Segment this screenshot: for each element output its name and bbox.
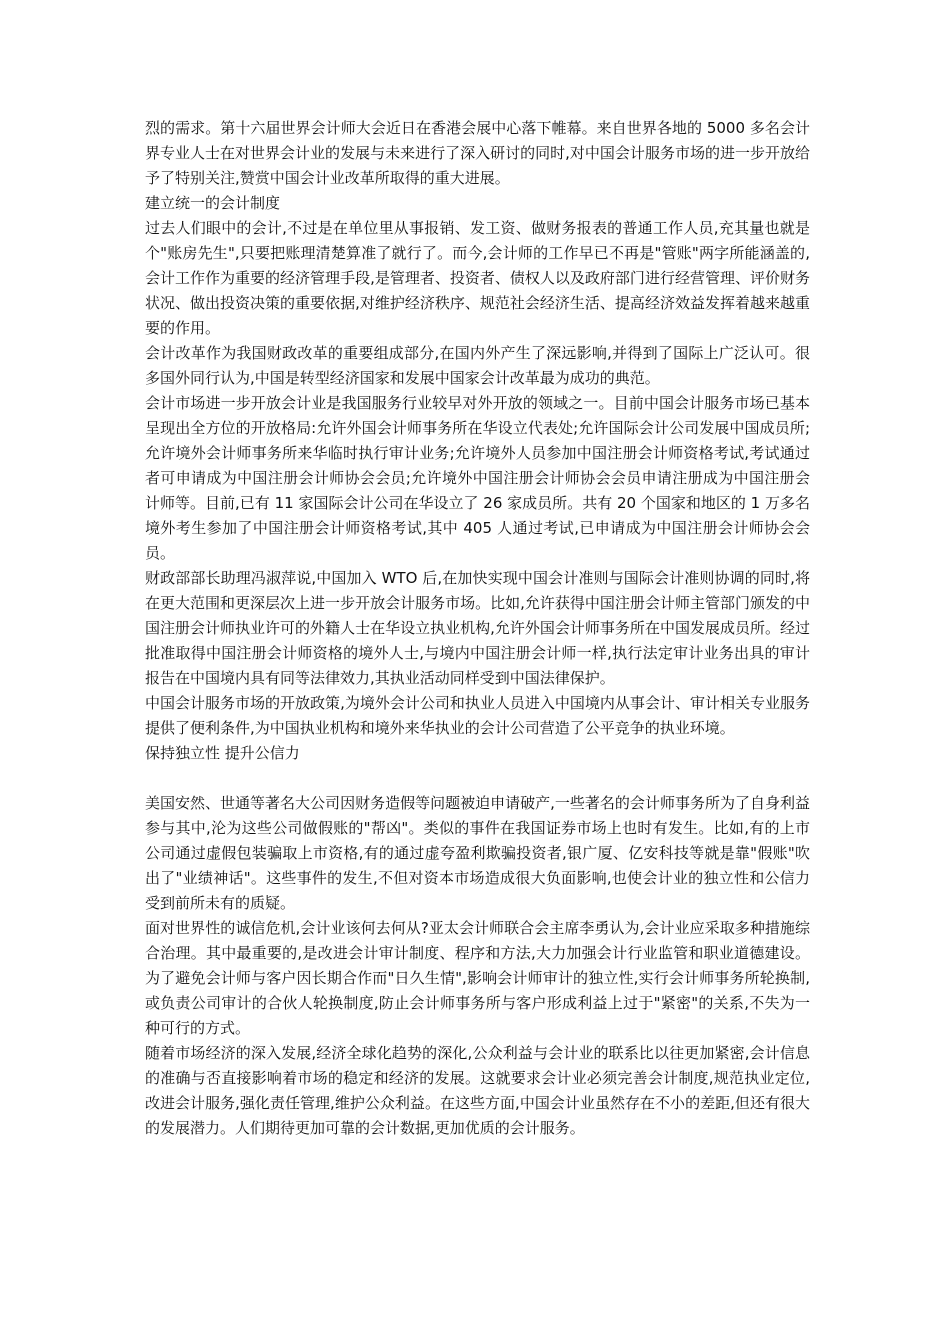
section-heading: 建立统一的会计制度 [145, 194, 281, 212]
section-heading: 保持独立性 提升公信力 [145, 744, 300, 762]
paragraph: 会计市场进一步开放会计业是我国服务行业较早对外开放的领域之一。目前中国会计服务市场已基本呈现出全方位的开放格局:允许外国会计师事务所在华设立代表处;允许国际会计公司发展中国成员所;允许境外会计师事务所来华临时执行审计业务;允许境外人员参加中国注册会计师资格考试,考试通过者可申请成为中国注册会计师协会会员;允许境外中国注册会计师协会会员申请注册成为中国注册会计师等。目前,已有 11 家国际会计公司在华设立了 26 家成员所。共有 20 个国家和地区的 1 万多名境外考生参加了中国注册会计师资格考试,其中 405 人通过考试,已申请成为中国注册会计师协会会员。 [145, 394, 810, 562]
paragraph: 财政部部长助理冯淑萍说,中国加入 WTO 后,在加快实现中国会计准则与国际会计准则协调的同时,将在更大范围和更深层次上进一步开放会计服务市场。比如,允许获得中国注册会计师主管部门颁发的中国注册会计师执业许可的外籍人士在华设立执业机构,允许外国会计师事务所在中国发展成员所。经过批准取得中国注册会计师资格的境外人士,与境内中国注册会计师一样,执行法定审计业务出具的审计报告在中国境内具有同等法律效力,其执业活动同样受到中国法律保护。 [145, 569, 810, 687]
paragraph: 中国会计服务市场的开放政策,为境外会计公司和执业人员进入中国境内从事会计、审计相关专业服务提供了便利条件,为中国执业机构和境外来华执业的会计公司营造了公平竞争的执业环境。 [145, 694, 810, 737]
paragraph: 烈的需求。第十六届世界会计师大会近日在香港会展中心落下帷幕。来自世界各地的 5000 多名会计界专业人士在对世界会计业的发展与未来进行了深入研讨的同时,对中国会计服务市场的进一步开放给予了特别关注,赞赏中国会计业改革所取得的重大进展。 [145, 119, 810, 187]
paragraph: 会计改革作为我国财政改革的重要组成部分,在国内外产生了深远影响,并得到了国际上广泛认可。很多国外同行认为,中国是转型经济国家和发展中国家会计改革最为成功的典范。 [145, 344, 810, 387]
blank-line [145, 766, 810, 791]
paragraph: 美国安然、世通等著名大公司因财务造假等问题被迫申请破产,一些著名的会计师事务所为了自身利益参与其中,沦为这些公司做假账的"帮凶"。类似的事件在我国证券市场上也时有发生。比如,有的上市公司通过虚假包装骗取上市资格,有的通过虚夸盈利欺骗投资者,银广厦、亿安科技等就是靠"假账"吹出了"业绩神话"。这些事件的发生,不但对资本市场造成很大负面影响,也使会计业的独立性和公信力受到前所未有的质疑。 [145, 794, 810, 912]
paragraph: 面对世界性的诚信危机,会计业该何去何从?亚太会计师联合会主席李勇认为,会计业应采取多种措施综合治理。其中最重要的,是改进会计审计制度、程序和方法,大力加强会计行业监管和职业道德建设。为了避免会计师与客户因长期合作而"日久生情",影响会计师审计的独立性,实行会计师事务所轮换制,或负责公司审计的合伙人轮换制度,防止会计师事务所与客户形成利益上过于"紧密"的关系,不失为一种可行的方式。 [145, 919, 810, 1037]
paragraph: 过去人们眼中的会计,不过是在单位里从事报销、发工资、做财务报表的普通工作人员,充其量也就是个"账房先生",只要把账理清楚算准了就行了。而今,会计师的工作早已不再是"管账"两字所能涵盖的,会计工作作为重要的经济管理手段,是管理者、投资者、债权人以及政府部门进行经营管理、评价财务状况、做出投资决策的重要依据,对维护经济秩序、规范社会经济生活、提高经济效益发挥着越来越重要的作用。 [145, 219, 810, 337]
document-body [145, 116, 810, 1141]
paragraph: 随着市场经济的深入发展,经济全球化趋势的深化,公众利益与会计业的联系比以往更加紧密,会计信息的准确与否直接影响着市场的稳定和经济的发展。这就要求会计业必须完善会计制度,规范执业定位,改进会计服务,强化责任管理,维护公众利益。在这些方面,中国会计业虽然存在不小的差距,但还有很大的发展潜力。人们期待更加可靠的会计数据,更加优质的会计服务。 [145, 1044, 810, 1137]
